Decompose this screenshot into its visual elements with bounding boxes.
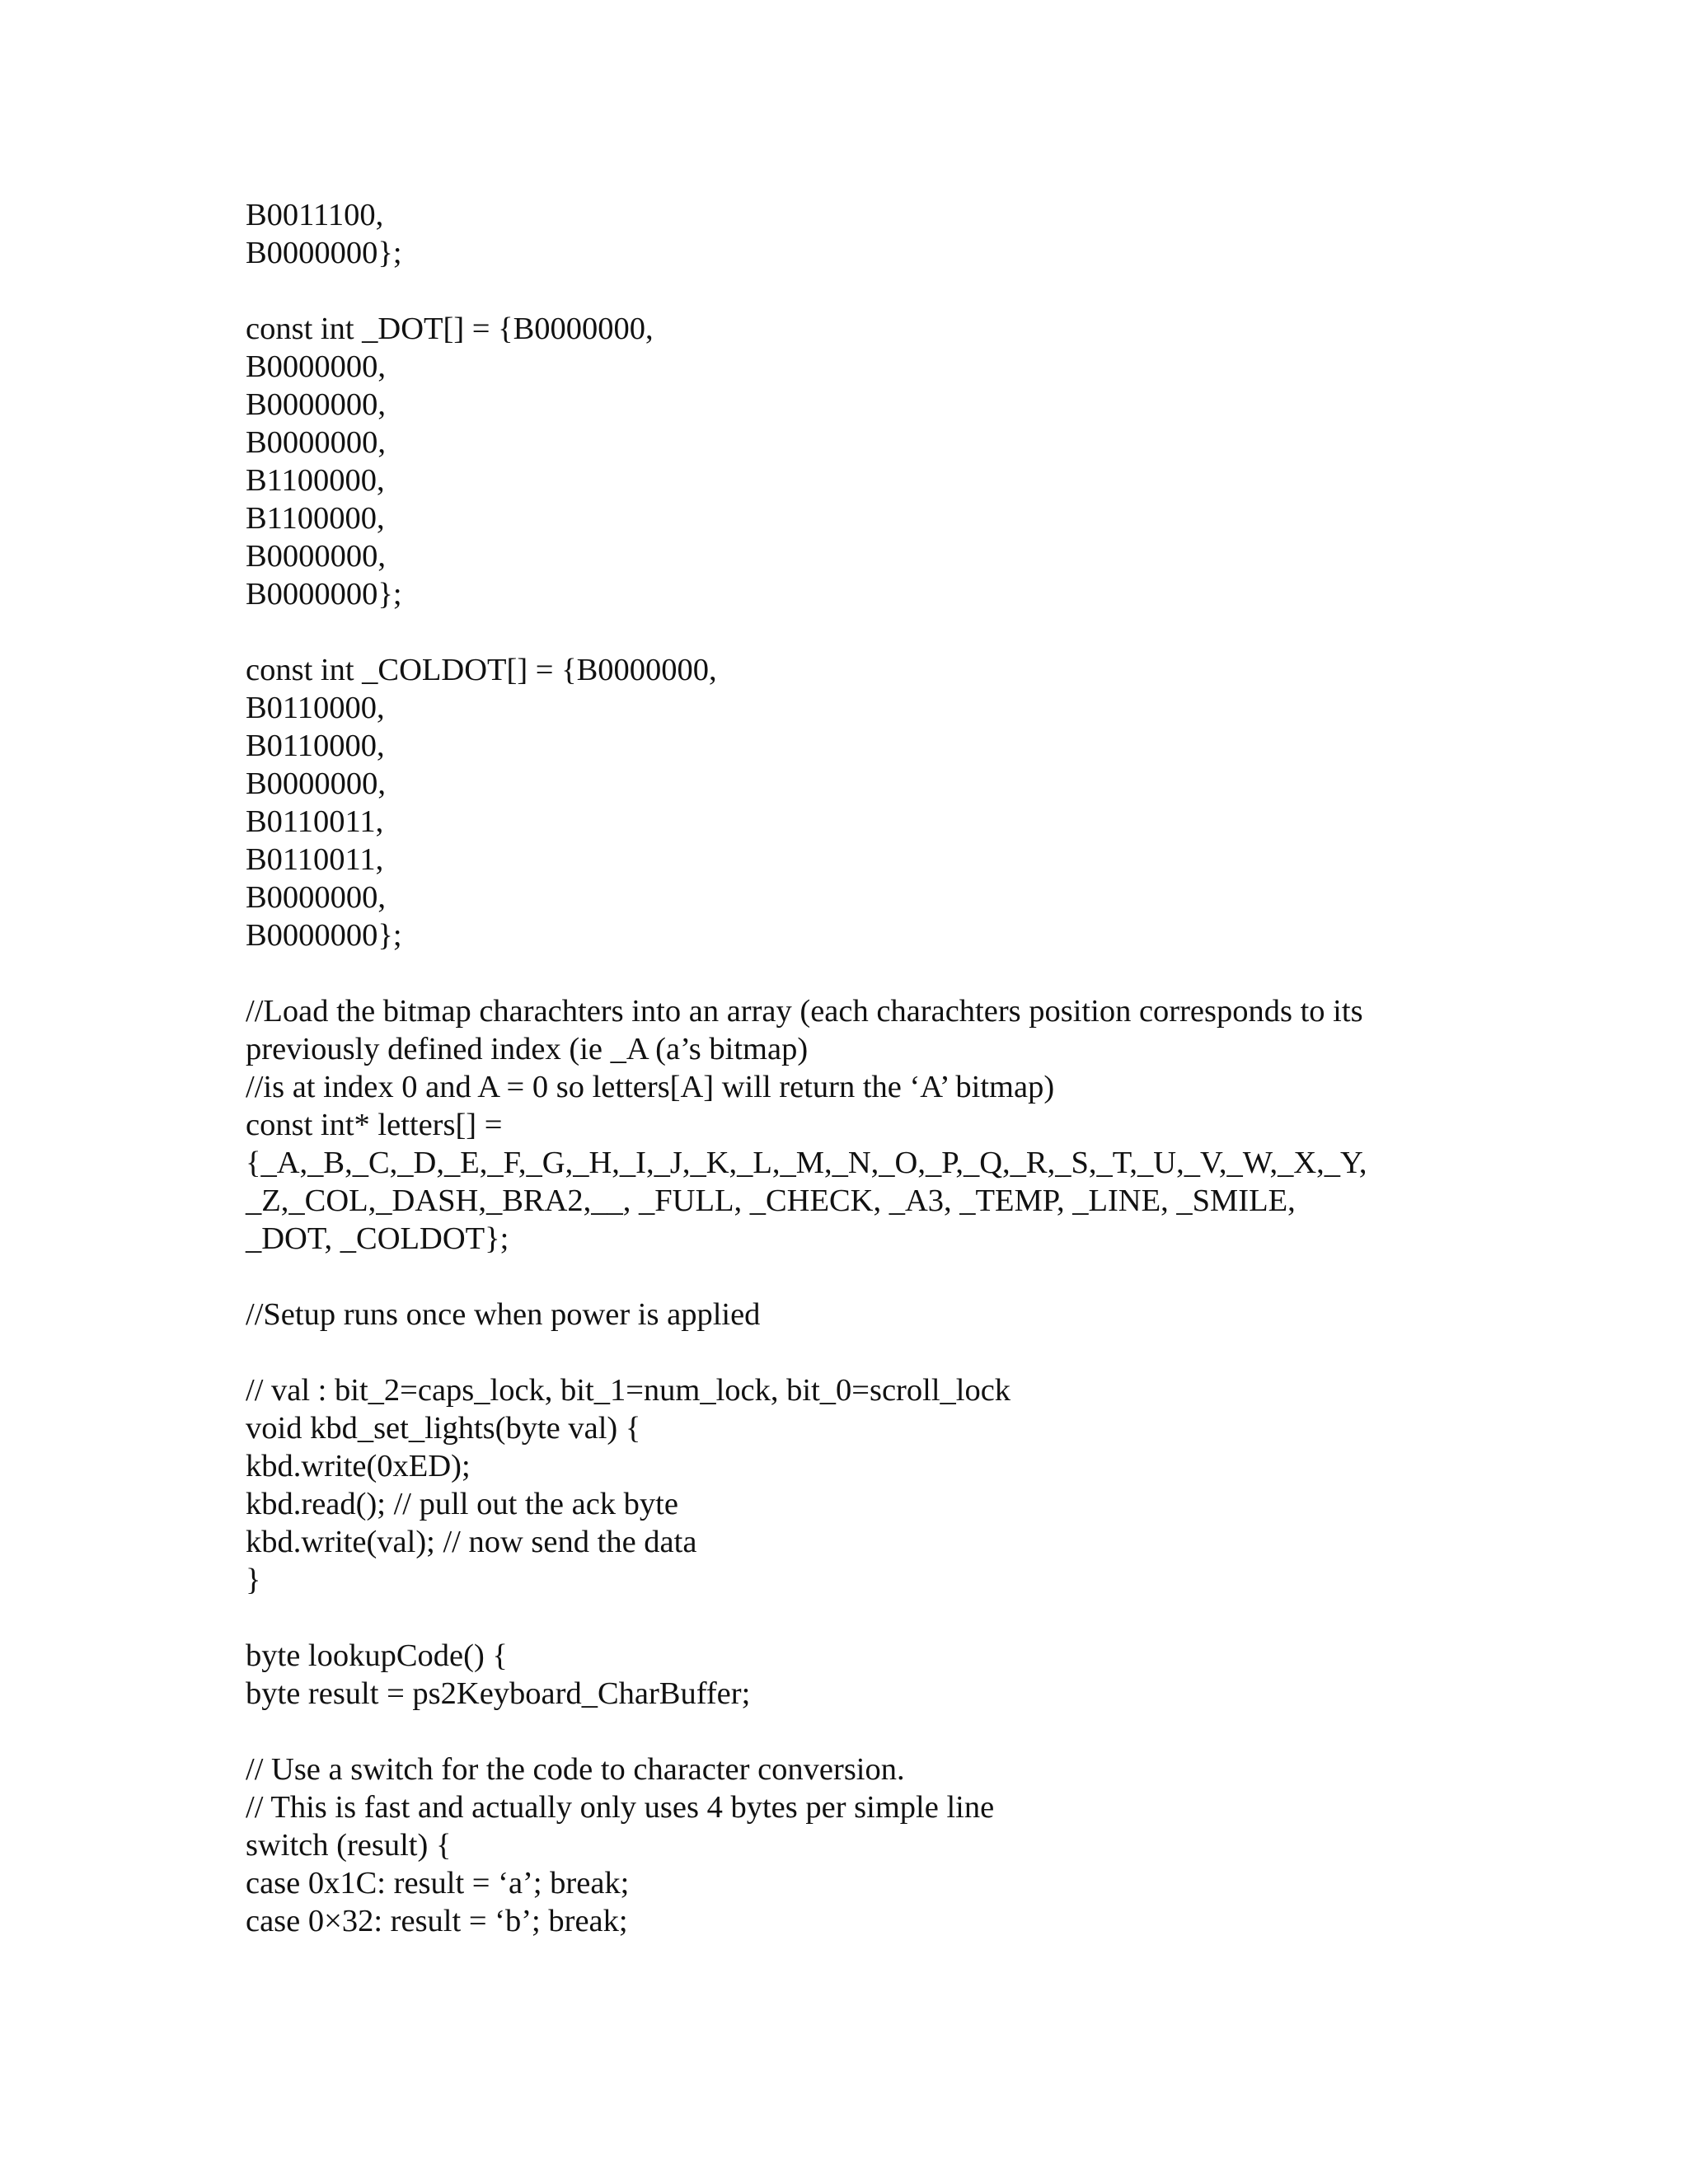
text-line: //Setup runs once when power is applied — [246, 1297, 761, 1332]
text-line: kbd.read(); // pull out the ack byte — [246, 1487, 678, 1521]
blank-line — [246, 1258, 1482, 1296]
text-line: kbd.write(0xED); — [246, 1449, 471, 1483]
text-line: byte lookupCode() { — [246, 1638, 508, 1673]
blank-line — [246, 1599, 1482, 1637]
text-line: switch (result) { — [246, 1828, 452, 1863]
text-line: kbd.write(val); // now send the data — [246, 1525, 697, 1559]
text-line: {_A,_B,_C,_D,_E,_F,_G,_H,_I,_J,_K,_L,_M,_N,_O,_P,_Q,_R,_S,_T,_U,_V,_W,_X,_Y, — [246, 1146, 1367, 1180]
text-line: B0000000, — [246, 766, 387, 801]
text-line: B0000000}; — [246, 577, 402, 612]
text-line: B0000000, — [246, 387, 387, 422]
text-line: B0011100, — [246, 198, 384, 232]
text-line: // This is fast and actually only uses 4 bytes per simple line — [246, 1790, 995, 1825]
text-line: B1100000, — [246, 463, 385, 498]
text-line: } — [246, 1563, 261, 1597]
text-line: B0000000, — [246, 425, 387, 460]
text-line: previously defined index (ie _A (a’s bitmap) — [246, 1032, 809, 1066]
text-line: B0110000, — [246, 729, 385, 763]
text-line: byte result = ps2Keyboard_CharBuffer; — [246, 1676, 751, 1711]
text-line: const int _DOT[] = {B0000000, — [246, 312, 654, 346]
text-line: // val : bit_2=caps_lock, bit_1=num_lock, bit_0=scroll_lock — [246, 1373, 1011, 1408]
text-line: B0000000, — [246, 349, 387, 384]
text-line: case 0x1C: result = ‘a’; break; — [246, 1866, 630, 1900]
blank-line — [246, 1333, 1482, 1371]
text-line: //is at index 0 and A = 0 so letters[A] will return the ‘A’ bitmap) — [246, 1070, 1055, 1104]
text-line: B0000000, — [246, 880, 387, 915]
text-line: const int* letters[] = — [246, 1108, 503, 1142]
text-line: B1100000, — [246, 501, 385, 536]
text-line: // Use a switch for the code to character conversion. — [246, 1752, 905, 1787]
document-body — [246, 196, 1482, 1940]
text-line: B0110011, — [246, 804, 384, 839]
text-line: _Z,_COL,_DASH,_BRA2,__, _FULL, _CHECK, _A3, _TEMP, _LINE, _SMILE, — [246, 1183, 1296, 1218]
text-line: B0000000}; — [246, 236, 402, 270]
blank-line — [246, 613, 1482, 651]
text-line: //Load the bitmap charachters into an array (each charachters position corresponds to its — [246, 994, 1363, 1029]
blank-line — [246, 1713, 1482, 1750]
blank-line — [246, 272, 1482, 310]
text-line: case 0×32: result = ‘b’; break; — [246, 1904, 628, 1938]
text-line: B0110000, — [246, 691, 385, 725]
blank-line — [246, 954, 1482, 992]
text-line: B0000000, — [246, 539, 387, 574]
text-line: void kbd_set_lights(byte val) { — [246, 1411, 641, 1446]
text-line: _DOT, _COLDOT}; — [246, 1221, 509, 1256]
text-line: const int _COLDOT[] = {B0000000, — [246, 653, 717, 687]
text-line: B0000000}; — [246, 918, 402, 953]
text-line: B0110011, — [246, 842, 384, 877]
